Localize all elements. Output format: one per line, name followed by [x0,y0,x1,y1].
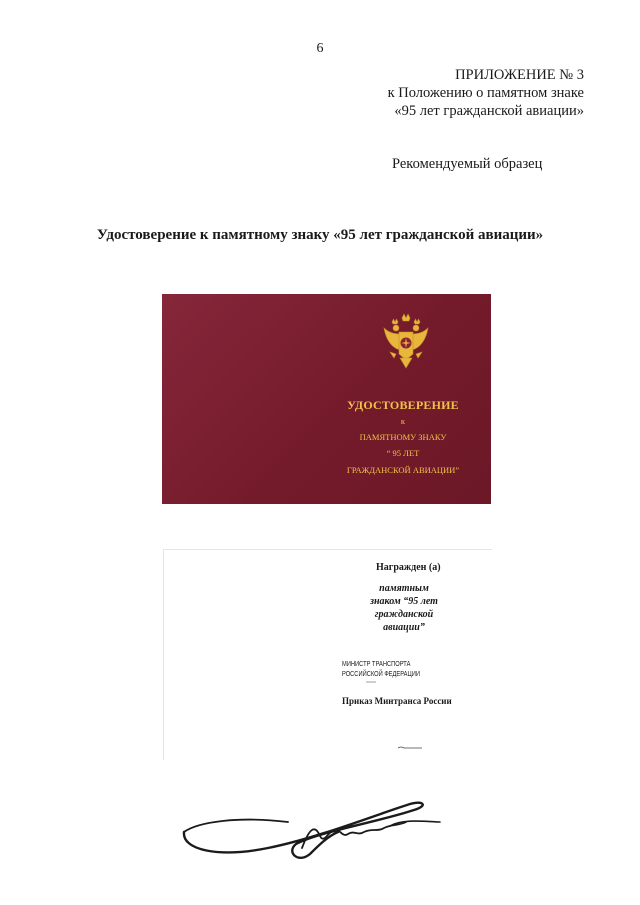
ministry-line-2: РОССИЙСКОЙ ФЕДЕРАЦИИ [342,671,421,678]
handwritten-signature [178,792,448,872]
award-line: авиации” [383,622,425,633]
awarded-label: Награжден (а) [376,562,441,573]
cover-line-years: “ 95 ЛЕТ [386,448,420,458]
document-title: Удостоверение к памятному знаку «95 лет гражданской авиации» [96,227,544,243]
award-line: гражданской [374,609,434,620]
ministry-signatory [342,660,420,680]
ministry-line-1: МИНИСТР ТРАНСПОРТА [342,661,411,668]
certificate-cover [162,294,491,504]
sample-label: Рекомендуемый образец [392,156,543,172]
award-line: памятным [379,583,429,594]
appendix-line-2: «95 лет гражданской авиации» [394,103,584,119]
cover-line-aviation: ГРАЖДАНСКОЙ АВИАЦИИ” [346,465,460,475]
certificate-inner-page [163,549,492,760]
page-number: 6 [316,41,324,56]
award-text [334,582,474,634]
stamp-mark [398,745,422,751]
cover-line-k: к [400,416,406,426]
cover-line-znak: ПАМЯТНОМУ ЗНАКУ [359,432,447,442]
double-headed-eagle-emblem-icon [380,312,432,370]
appendix-line-1: к Положению о памятном знаке [387,85,584,101]
award-line: знаком “95 лет [370,596,438,607]
small-mark [366,680,376,683]
appendix-title: ПРИЛОЖЕНИЕ № 3 [455,67,584,83]
order-reference: Приказ Минтранса России [342,696,452,706]
cover-title: УДОСТОВЕРЕНИЕ [347,398,459,412]
appendix-header [388,66,584,120]
